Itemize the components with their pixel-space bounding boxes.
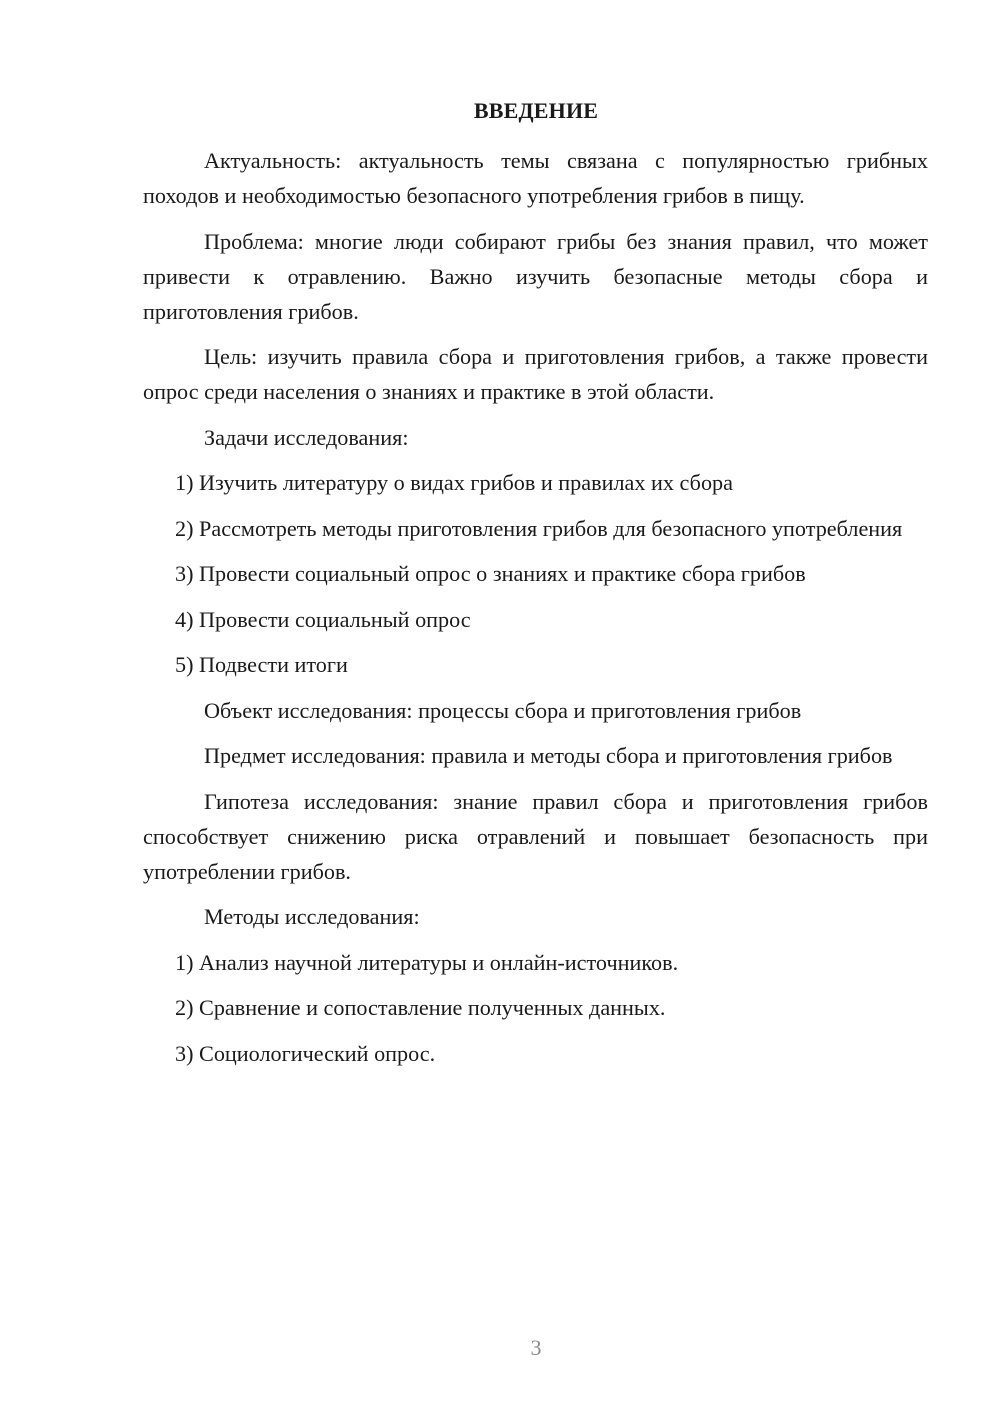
task-item-1: 1) Изучить литературу о видах грибов и правилах их сбора <box>175 470 733 495</box>
relevance-paragraph: Актуальность: актуальность темы связана с популярностью грибных походов и необходимостью безопасного употребления грибов в пищу. <box>143 148 928 208</box>
page-number: 3 <box>530 1335 542 1360</box>
task-item-5: 5) Подвести итоги <box>175 652 348 677</box>
section-title: ВВЕДЕНИЕ <box>473 98 599 123</box>
subject-paragraph: Предмет исследования: правила и методы сбора и приготовления грибов <box>204 743 893 768</box>
tasks-heading: Задачи исследования: <box>204 424 409 450</box>
goal-paragraph: Цель: изучить правила сбора и приготовления грибов, а также провести опрос среди населения о знаниях и практике в этой области. <box>143 344 928 404</box>
method-item-1: 1) Анализ научной литературы и онлайн-источников. <box>175 949 679 975</box>
task-item-4: 4) Провести социальный опрос <box>175 606 471 632</box>
hypothesis-paragraph: Гипотеза исследования: знание правил сбора и приготовления грибов способствует снижению риска отравлений и повышает безопасность при употреблении грибов. <box>143 788 928 884</box>
task-item-3: 3) Провести социальный опрос о знаниях и практике сбора грибов <box>175 561 806 586</box>
method-item-2: 2) Сравнение и сопоставление полученных данных. <box>175 995 666 1020</box>
methods-heading: Методы исследования: <box>204 904 420 929</box>
object-paragraph: Объект исследования: процессы сбора и приготовления грибов <box>204 697 802 723</box>
problem-paragraph: Проблема: многие люди собирают грибы без знания правил, что может привести к отравлению. Важно изучить безопасные методы сбора и приготовления грибов. <box>143 228 928 324</box>
task-item-2: 2) Рассмотреть методы приготовления грибов для безопасного употребления <box>175 515 903 541</box>
method-item-3: 3) Социологический опрос. <box>175 1040 436 1066</box>
body-text <box>143 143 928 1081</box>
